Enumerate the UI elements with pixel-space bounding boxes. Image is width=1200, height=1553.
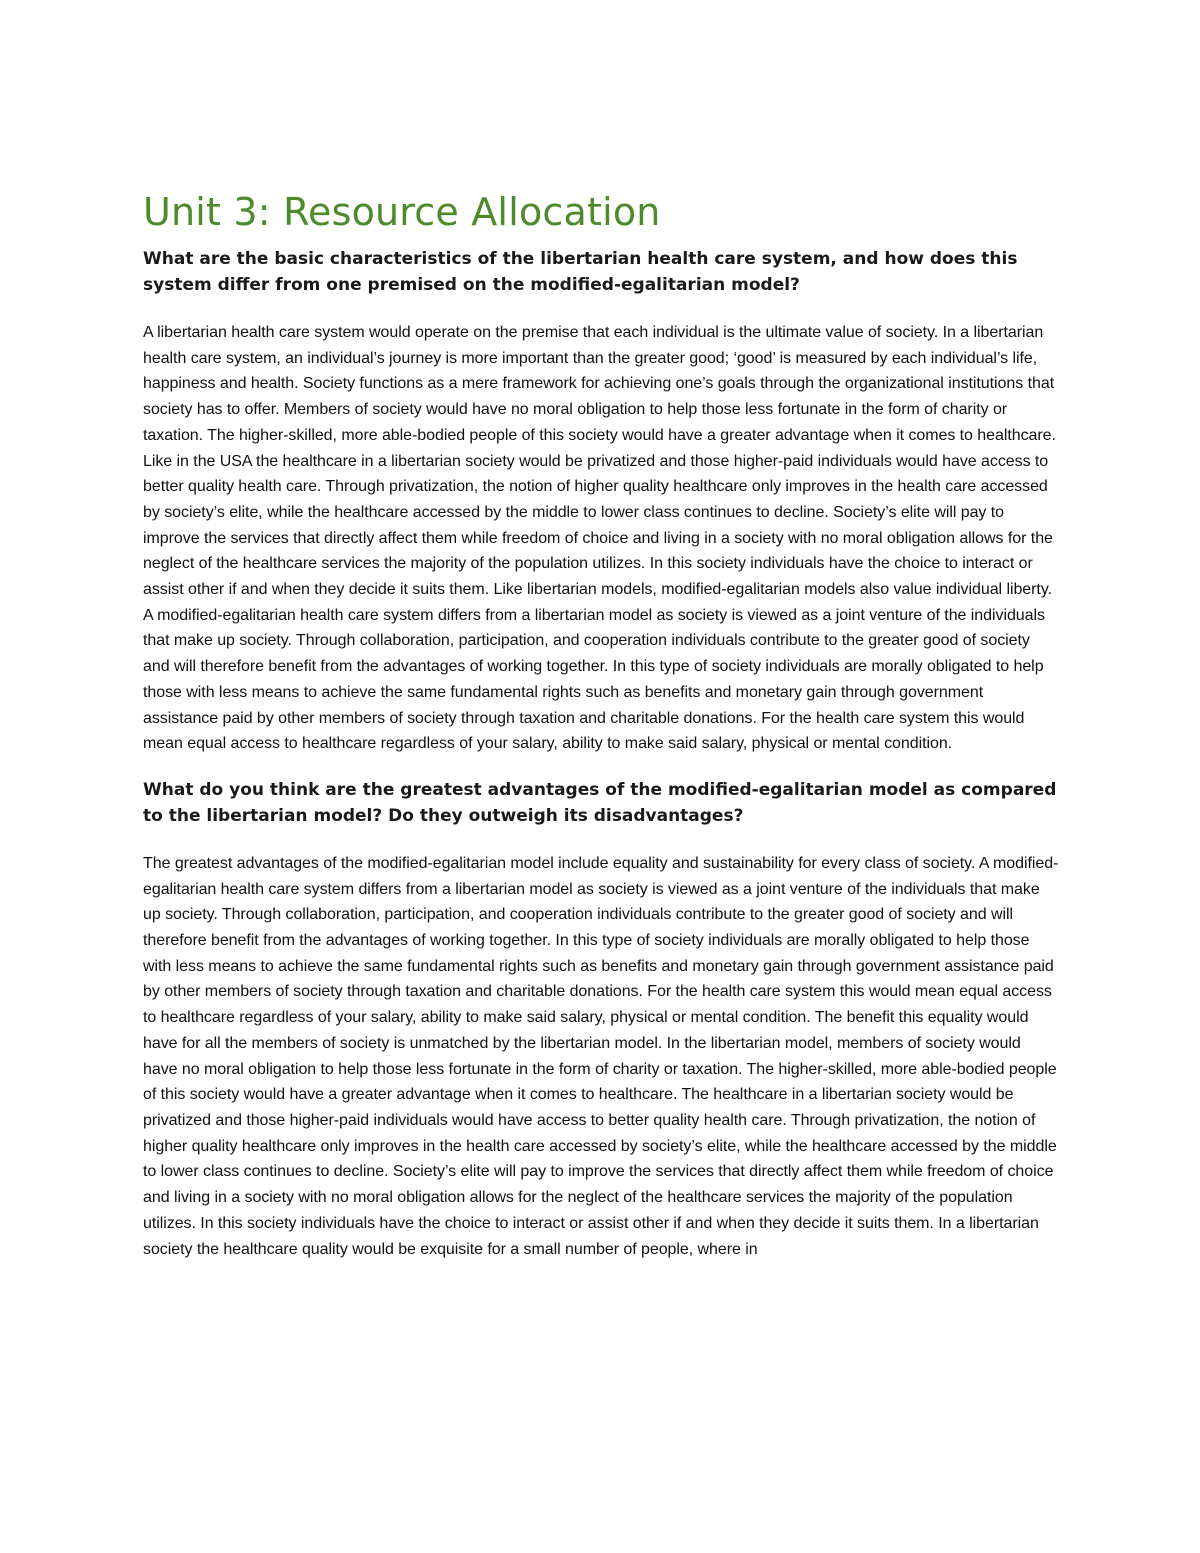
answer-paragraph-1: A libertarian health care system would operate on the premise that each individual is the ultimate value of society. In a libertarian health care system, an individual’s journey is more important than the greater good; ‘good’ is measured by each individual’s life, happiness and health. Society functions as a mere framework for achieving one’s goals through the organizational institutions that society has to offer. Members of society would have no moral obligation to help those less fortunate in the form of charity or taxation. The higher-skilled, more able-bodied people of this society would have a greater advantage when it comes to healthcare. Like in the USA the healthcare in a libertarian society would be privatized and those higher-paid individuals would have access to better quality health care. Through privatization, the notion of higher quality healthcare only improves in the health care accessed by society’s elite, while the healthcare accessed by the middle to lower class continues to decline. Society’s elite will pay to improve the services that directly affect them while freedom of choice and living in a society with no moral obligation allows for the neglect of the healthcare services the majority of the population utilizes. In this society individuals have the choice to interact or assist other if and when they decide it suits them. Like libertarian models, modified-egalitarian models also value individual liberty. A modified-egalitarian health care system differs from a libertarian model as society is viewed as a joint venture of the individuals that make up society. Through collaboration, participation, and cooperation individuals contribute to the greater good of society and will therefore benefit from the advantages of working together. In this type of society individuals are morally obligated to help those with less means to achieve the same fundamental rights such as benefits and monetary gain through government assistance paid by other members of society through taxation and charitable donations. For the health care system this would mean equal access to healthcare regardless of your salary, ability to make said salary, physical or mental condition. (143, 324, 1056, 753)
answer-paragraph-2: The greatest advantages of the modified-egalitarian model include equality and sustainability for every class of society. A modified-egalitarian health care system differs from a libertarian model as society is viewed as a joint venture of the individuals that make up society. Through collaboration, participation, and cooperation individuals contribute to the greater good of society and will therefore benefit from the advantages of working together. In this type of society individuals are morally obligated to help those with less means to achieve the same fundamental rights such as benefits and monetary gain through government assistance paid by other members of society through taxation and charitable donations. For the health care system this would mean equal access to healthcare regardless of your salary, ability to make said salary, physical or mental condition. The benefit this equality would have for all the members of society is unmatched by the libertarian model. In the libertarian model, members of society would have no moral obligation to help those less fortunate in the form of charity or taxation. The higher-skilled, more able-bodied people of this society would have a greater advantage when it comes to healthcare. The healthcare in a libertarian society would be privatized and those higher-paid individuals would have access to better quality health care. Through privatization, the notion of higher quality healthcare only improves in the health care accessed by society’s elite, while the healthcare accessed by the middle to lower class continues to decline. Society’s elite will pay to improve the services that directly affect them while freedom of choice and living in a society with no moral obligation allows for the neglect of the healthcare services the majority of the population utilizes. In this society individuals have the choice to interact or assist other if and when they decide it suits them. In a libertarian society the healthcare quality would be exquisite for a small number of people, where in (143, 854, 1059, 1258)
section-1 (143, 246, 1059, 757)
question-heading-2: What do you think are the greatest advantages of the modified-egalitarian model as compared to the libertarian model? Do they outweigh its disadvantages? (143, 779, 1057, 826)
document-page (143, 188, 1059, 1282)
question-heading-1: What are the basic characteristics of the libertarian health care system, and how does this system differ from one premised on the modified-egalitarian model? (143, 249, 1018, 295)
section-2 (143, 777, 1059, 1262)
document-title: Unit 3: Resource Allocation (143, 190, 661, 234)
